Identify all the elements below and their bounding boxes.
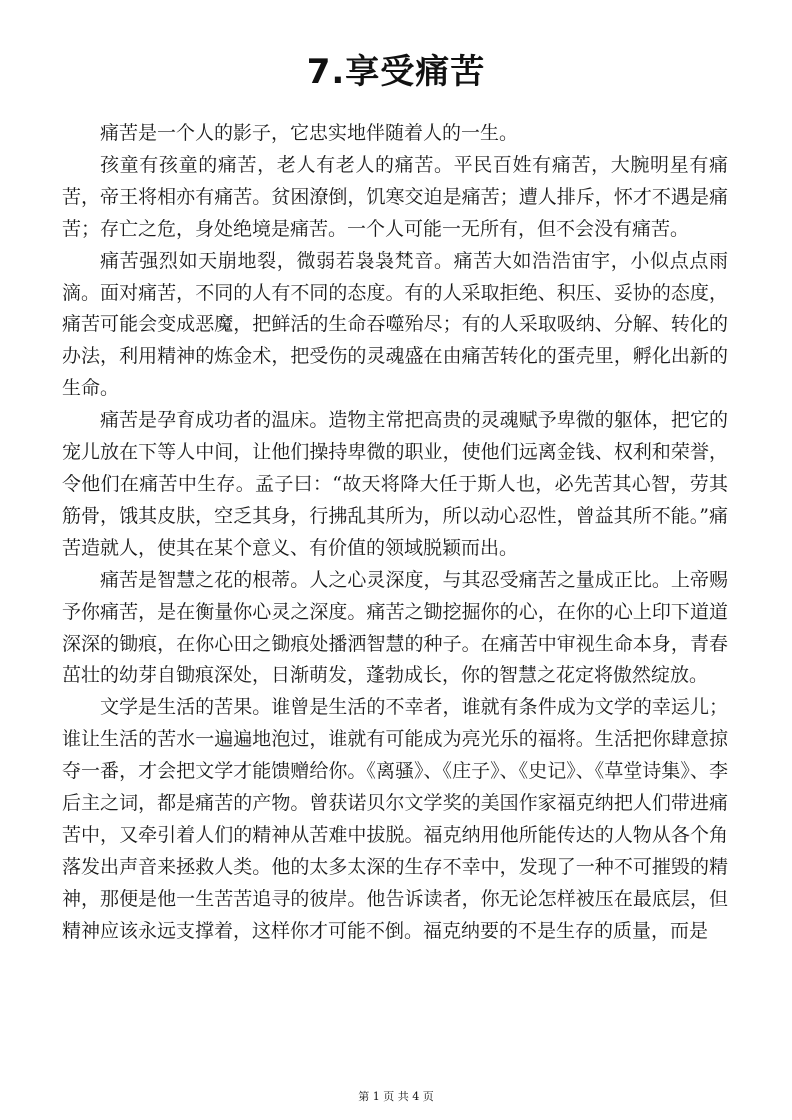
paragraph-2: 孩童有孩童的痛苦，老人有老人的痛苦。平民百姓有痛苦，大腕明星有痛苦，帝王将相亦有痛苦。贫困潦倒，饥寒交迫是痛苦；遭人排斥，怀才不遇是痛苦；存亡之危，身处绝境是痛苦。一个人可能一无所有，但不会没有痛苦。	[62, 153, 728, 240]
paragraph-6: 文学是生活的苦果。谁曾是生活的不幸者，谁就有条件成为文学的幸运儿；谁让生活的苦水一遍遍地泡过，谁就有可能成为亮光乐的福将。生活把你肆意掠夺一番，才会把文学才能馈赠给你。《离骚》、《庄子》、《史记》、《草堂诗集》、李后主之词，都是痛苦的产物。曾获诺贝尔文学奖的美国作家福克纳把人们带进痛苦中，又牵引着人们的精神从苦难中拔脱。福克纳用他所能传达的人物从各个角落发出声音来拯救人类。他的太多太深的生存不幸中，发现了一种不可摧毁的精神，那便是他一生苦苦追寻的彼岸。他告诉读者，你无论怎样被压在最底层，但精神应该永远支撑着，这样你才可能不倒。福克纳要的不是生存的质量，而是	[62, 696, 728, 942]
paragraph-3: 痛苦强烈如天崩地裂，微弱若袅袅梵音。痛苦大如浩浩宙宇，小似点点雨滴。面对痛苦，不同的人有不同的态度。有的人采取拒绝、积压、妥协的态度，痛苦可能会变成恶魔，把鲜活的生命吞噬殆尽；有的人采取吸纳、分解、转化的办法，利用精神的炼金术，把受伤的灵魂盛在由痛苦转化的蛋壳里，孵化出新的生命。	[62, 249, 728, 400]
paragraph-5: 痛苦是智慧之花的根蒂。人之心灵深度，与其忍受痛苦之量成正比。上帝赐予你痛苦，是在衡量你心灵之深度。痛苦之锄挖掘你的心，在你的心上印下道道深深的锄痕，在你心田之锄痕处播洒智慧的种子。在痛苦中审视生命本身，青春茁壮的幼芽自锄痕深处，日渐萌发，蓬勃成长，你的智慧之花定将傲然绽放。	[62, 568, 728, 687]
paragraph-1: 痛苦是一个人的影子，它忠实地伴随着人的一生。	[100, 122, 519, 144]
page-number-label: 第 1 页 共 4 页	[358, 1090, 434, 1103]
article-body	[62, 118, 728, 948]
page-title: 7.享受痛苦	[306, 52, 486, 92]
page-footer	[0, 1089, 792, 1105]
paragraph-4: 痛苦是孕育成功者的温床。造物主常把高贵的灵魂赋予卑微的躯体，把它的宠儿放在下等人中间，让他们操持卑微的职业，使他们远离金钱、权利和荣誉，令他们在痛苦中生存。孟子曰：“故天将降大任于斯人也，必先苦其心智，劳其筋骨，饿其皮肤，空乏其身，行拂乱其所为，所以动心忍性，曾益其所不能。”痛苦造就人，使其在某个意义、有价值的领域脱颖而出。	[62, 409, 728, 559]
